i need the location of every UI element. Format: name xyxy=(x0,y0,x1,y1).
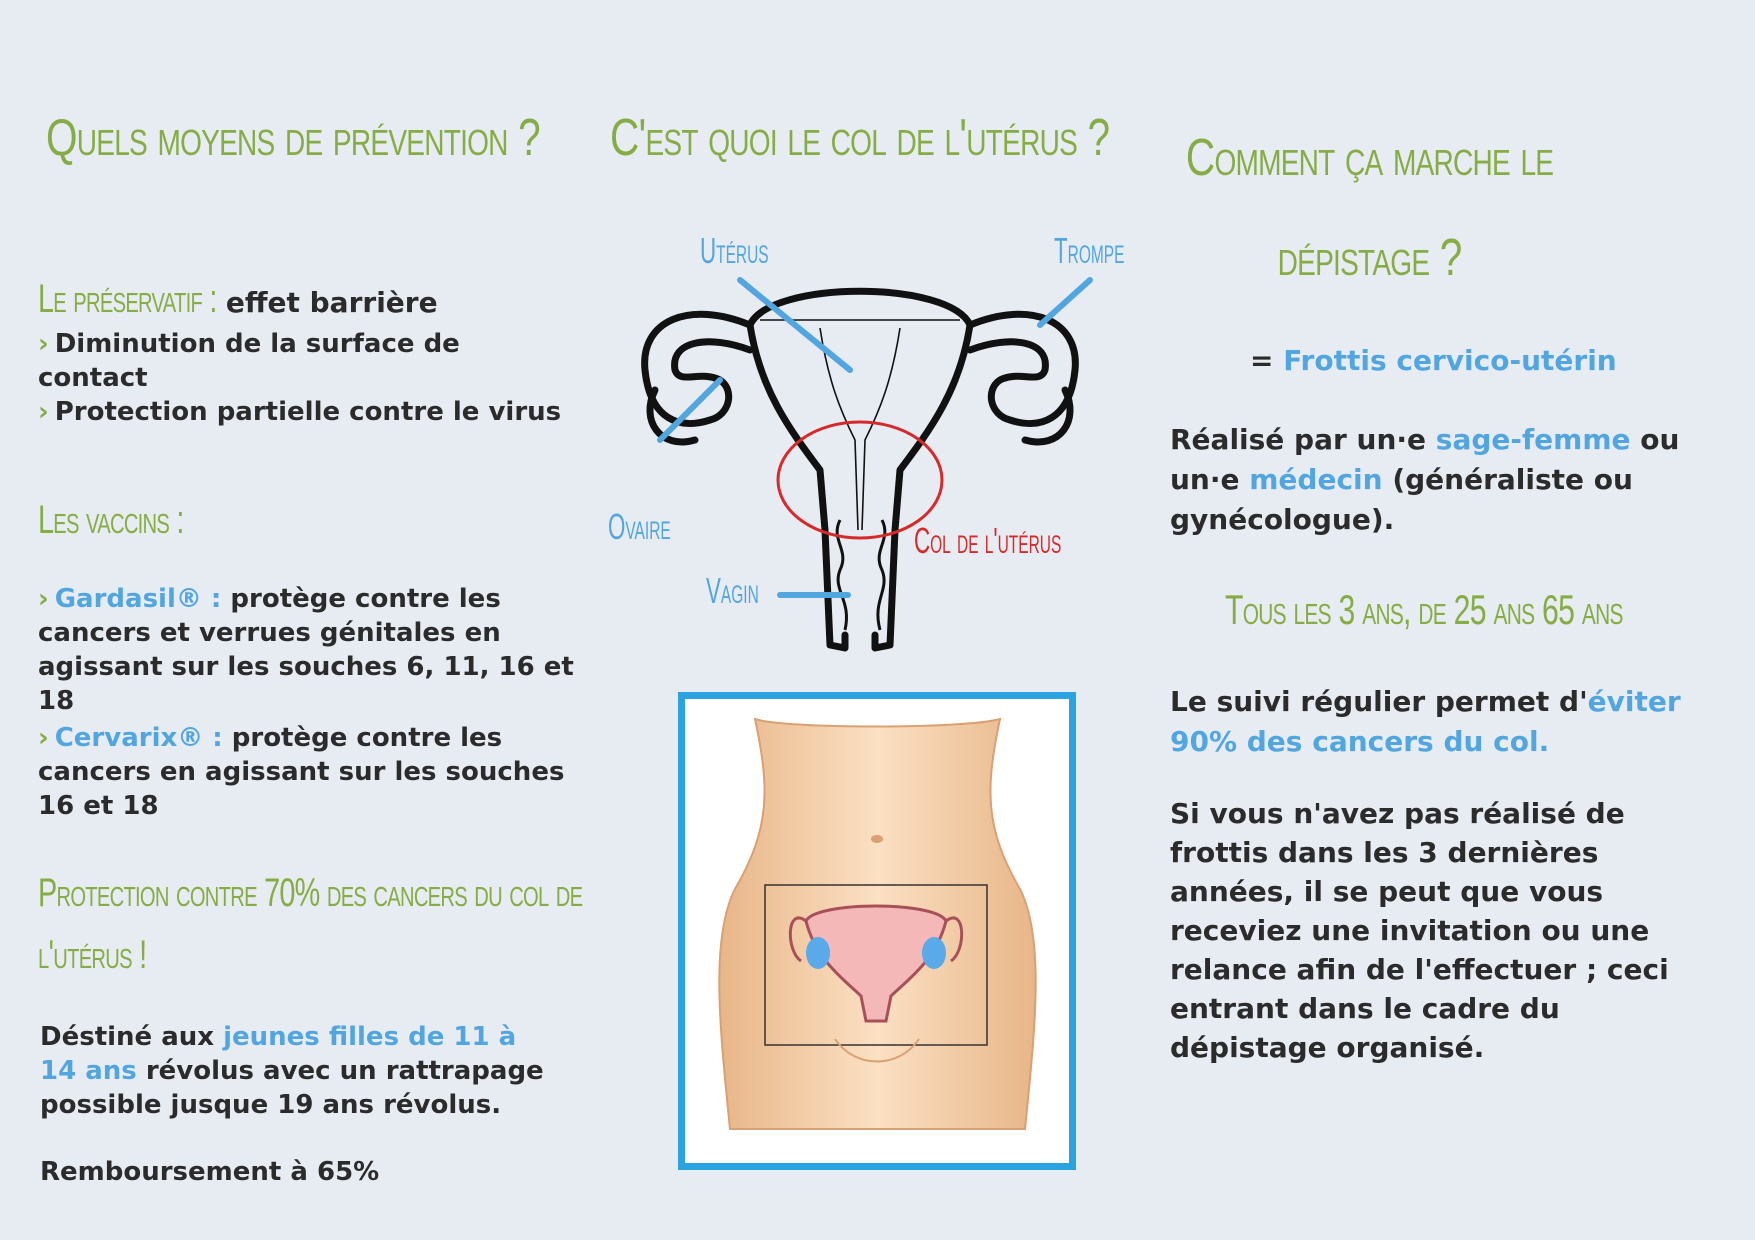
vaccins-heading: Les vaccins : xyxy=(38,498,184,542)
suivi-paragraph: Le suivi régulier permet d'éviter 90% des cancers du col. xyxy=(1170,685,1681,758)
middle-column-title: C'est quoi le col de l'utérus ? xyxy=(610,109,1110,167)
ovaire-pointer xyxy=(660,380,720,440)
preservatif-section xyxy=(38,277,578,429)
label-trompe: Trompe xyxy=(1054,230,1125,271)
chevron-right-icon: › xyxy=(38,397,49,427)
realise-paragraph: Réalisé par un·e sage-femme ou un·e médecin (généraliste ou gynécologue). xyxy=(1170,423,1680,536)
label-vagin: Vagin xyxy=(706,570,759,611)
target-age-highlight: jeunes filles de 11 à 14 ans xyxy=(40,1022,517,1086)
preservatif-bullet: › Protection partielle contre le virus xyxy=(38,397,562,427)
trompe-pointer xyxy=(1040,280,1090,325)
frottis-highlight: Frottis cervico-utérin xyxy=(1283,344,1617,377)
left-column-title: Quels moyens de prévention ? xyxy=(46,109,540,167)
label-uterus: Utérus xyxy=(700,230,769,271)
chevron-right-icon: › xyxy=(38,584,49,614)
preservatif-heading: Le préservatif : xyxy=(38,277,217,321)
right-column-title: Comment ça marche le dépistage ? xyxy=(1185,129,1554,287)
cervarix-paragraph: › Cervarix® : protège contre les cancers en agissant sur les souches 16 et 18 xyxy=(38,723,565,821)
navel xyxy=(871,835,883,843)
cervarix-name: Cervarix® : xyxy=(54,723,223,753)
sage-femme-highlight: sage-femme xyxy=(1435,423,1631,456)
frequence-title: Tous les 3 ans, de 25 ans 65 ans xyxy=(1225,586,1623,633)
suivi-highlight: éviter 90% des cancers du col. xyxy=(1170,685,1681,758)
gardasil-name: Gardasil® : xyxy=(54,584,222,614)
invitation-paragraph: Si vous n'avez pas réalisé de frottis dans les 3 dernières années, il se peut que vous receviez une invitation ou une relance afin de l'effectuer ; ceci entrant dans le cadre du dépistage organisé. xyxy=(1170,797,1669,1064)
frottis-line: = Frottis cervico-utérin xyxy=(1250,344,1617,377)
destine-paragraph: Déstiné aux jeunes filles de 11 à 14 ans révolus avec un rattrapage possible jusque 19 ans révolus. xyxy=(40,1022,544,1120)
remboursement-text: Remboursement à 65% xyxy=(40,1157,380,1187)
chevron-right-icon: › xyxy=(38,723,49,753)
preservatif-tail: effet barrière xyxy=(216,286,438,319)
protection-title: Protection contre 70% des cancers du col de l'utérus ! xyxy=(38,871,583,977)
label-col: Col de l'utérus xyxy=(914,520,1062,561)
medecin-highlight: médecin xyxy=(1249,463,1383,496)
gardasil-paragraph: › Gardasil® : protège contre les cancers et verrues génitales en agissant sur les souches 6, 11, 16 et 18 xyxy=(38,584,574,716)
chevron-right-icon: › xyxy=(38,329,49,359)
body-illustration-frame xyxy=(678,692,1076,1170)
uterus-diagram xyxy=(600,240,1120,670)
body-illustration xyxy=(685,699,1069,1163)
label-ovaire: Ovaire xyxy=(608,506,671,547)
preservatif-bullet: › Diminution de la surface de contact xyxy=(38,329,460,393)
